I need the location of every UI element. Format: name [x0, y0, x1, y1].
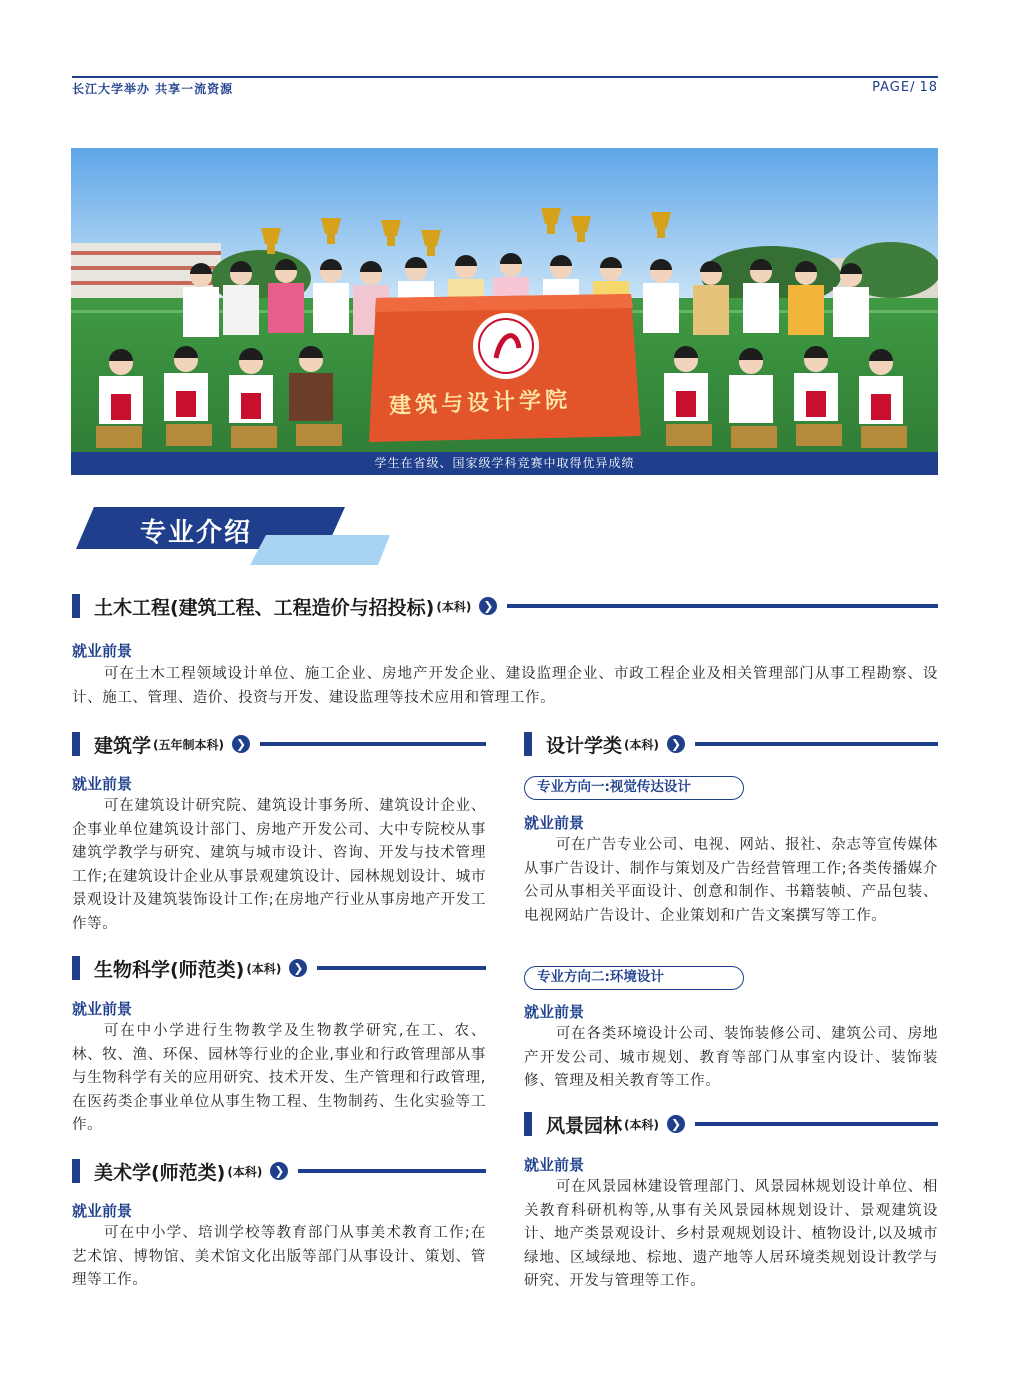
- prospect-label: 就业前景: [524, 814, 585, 832]
- heading-bar: [72, 956, 80, 980]
- prospect-label: 就业前景: [72, 775, 133, 793]
- prospect-label: 就业前景: [524, 1003, 585, 1021]
- major-title: 设计学类: [546, 734, 623, 757]
- prospect-text: 可在建筑设计研究院、建筑设计事务所、建筑设计企业、企事业单位建筑设计部门、房地产开发公司、大中专院校从事建筑学教学与研究、建筑与城市设计、咨询、开发与技术管理工作;在建筑设计企业从事景观建筑设计、园林规划设计、城市景观设计及建筑装饰设计工作;在房地产行业从事房地产开发工作等。: [72, 798, 486, 932]
- heading-rule: [317, 966, 486, 970]
- chevron-right-icon: ❯: [232, 735, 250, 753]
- heading-bar: [72, 1159, 80, 1183]
- page-number: 18: [919, 80, 938, 95]
- heading-bar: [524, 732, 532, 756]
- major-suffix: (本科): [624, 737, 659, 752]
- major-suffix: (本科): [624, 1117, 659, 1132]
- prospect-text: 可在广告专业公司、电视、网站、报社、杂志等宣传媒体从事广告设计、制作与策划及广告经营管理工作;各类传播媒介公司从事相关平面设计、创意和制作、书籍装帧、产品包装、电视网站广告设计、企业策划和广告文案撰写等工作。: [524, 837, 938, 924]
- heading-bar: [72, 594, 80, 618]
- major-title: 美术学(师范类): [94, 1161, 226, 1184]
- major-heading-architecture: [72, 730, 486, 758]
- major-title: 生物科学(师范类): [94, 958, 245, 981]
- heading-rule: [695, 742, 938, 746]
- prospect-text: 可在风景园林建设管理部门、风景园林规划设计单位、相关教育科研机构等,从事有关风景园林规划设计、景观建筑设计、地产类景观设计、乡村景观规划设计、植物设计,以及城市绿地、区域绿地、棕地、遗产地等人居环境类规划设计教学与研究、开发与管理等工作。: [524, 1179, 938, 1289]
- header-rule: [72, 76, 938, 78]
- group-photo: [71, 148, 938, 475]
- photo-banner-text: 建筑与设计学院: [388, 386, 572, 420]
- major-title: 建筑学: [94, 734, 152, 757]
- header-page-indicator: [868, 80, 938, 95]
- prospect-label: 就业前景: [524, 1156, 585, 1174]
- direction-pill-visual: 专业方向一:视觉传达设计: [524, 776, 744, 800]
- photo-caption: 学生在省级、国家级学科竞赛中取得优异成绩: [71, 452, 938, 475]
- major-heading-biology: [72, 954, 486, 982]
- major-suffix: (本科): [227, 1164, 263, 1179]
- prospect-label: 就业前景: [72, 1000, 133, 1018]
- major-suffix: (五年制本科): [153, 737, 224, 752]
- heading-rule: [298, 1169, 486, 1173]
- chevron-right-icon: ❯: [479, 597, 497, 615]
- header-school-slogan: 长江大学举办 共享一流资源: [72, 82, 234, 96]
- prospect-label: 就业前景: [72, 1202, 133, 1220]
- chevron-right-icon: ❯: [667, 735, 685, 753]
- direction-pill-environment: 专业方向二:环境设计: [524, 966, 744, 990]
- prospect-text: 可在各类环境设计公司、装饰装修公司、建筑公司、房地产开发公司、城市规划、教育等部门从事室内设计、装饰装修、管理及相关教育等工作。: [524, 1026, 938, 1089]
- prospect-text: 可在土木工程领域设计单位、施工企业、房地产开发企业、建设监理企业、市政工程企业及相关管理部门从事工程勘察、设计、施工、管理、造价、投资与开发、建设监理等技术应用和管理工作。: [72, 666, 938, 706]
- chevron-right-icon: ❯: [289, 959, 307, 977]
- section-title: 专业介绍: [140, 518, 253, 548]
- major-heading-landscape: [524, 1110, 938, 1138]
- prospect-text: 可在中小学进行生物教学及生物教学研究,在工、农、林、牧、渔、环保、园林等行业的企业,事业和行政管理部从事与生物科学有关的应用研究、技术开发、生产管理和行政管理,在医药类企事业单位从事生物工程、生物制药、生化实验等工作。: [72, 1023, 486, 1133]
- heading-bar: [524, 1112, 532, 1136]
- prospect-label: 就业前景: [72, 642, 133, 660]
- chevron-right-icon: ❯: [270, 1162, 288, 1180]
- heading-bar: [72, 732, 80, 756]
- group-photo-illustration: [71, 148, 938, 475]
- chevron-right-icon: ❯: [667, 1115, 685, 1133]
- heading-rule: [260, 742, 486, 746]
- major-suffix: (本科): [246, 961, 282, 976]
- major-heading-design: [524, 730, 938, 758]
- heading-rule: [507, 604, 938, 608]
- major-heading-civil: [72, 592, 938, 620]
- heading-rule: [695, 1122, 938, 1126]
- major-heading-fineart: [72, 1157, 486, 1185]
- major-title: 土木工程(建筑工程、工程造价与招投标): [94, 596, 435, 619]
- major-title: 风景园林: [546, 1114, 623, 1137]
- page-label: PAGE/: [872, 80, 916, 95]
- prospect-text: 可在中小学、培训学校等教育部门从事美术教育工作;在艺术馆、博物馆、美术馆文化出版等部门从事设计、策划、管理等工作。: [72, 1225, 486, 1288]
- major-suffix: (本科): [436, 599, 472, 614]
